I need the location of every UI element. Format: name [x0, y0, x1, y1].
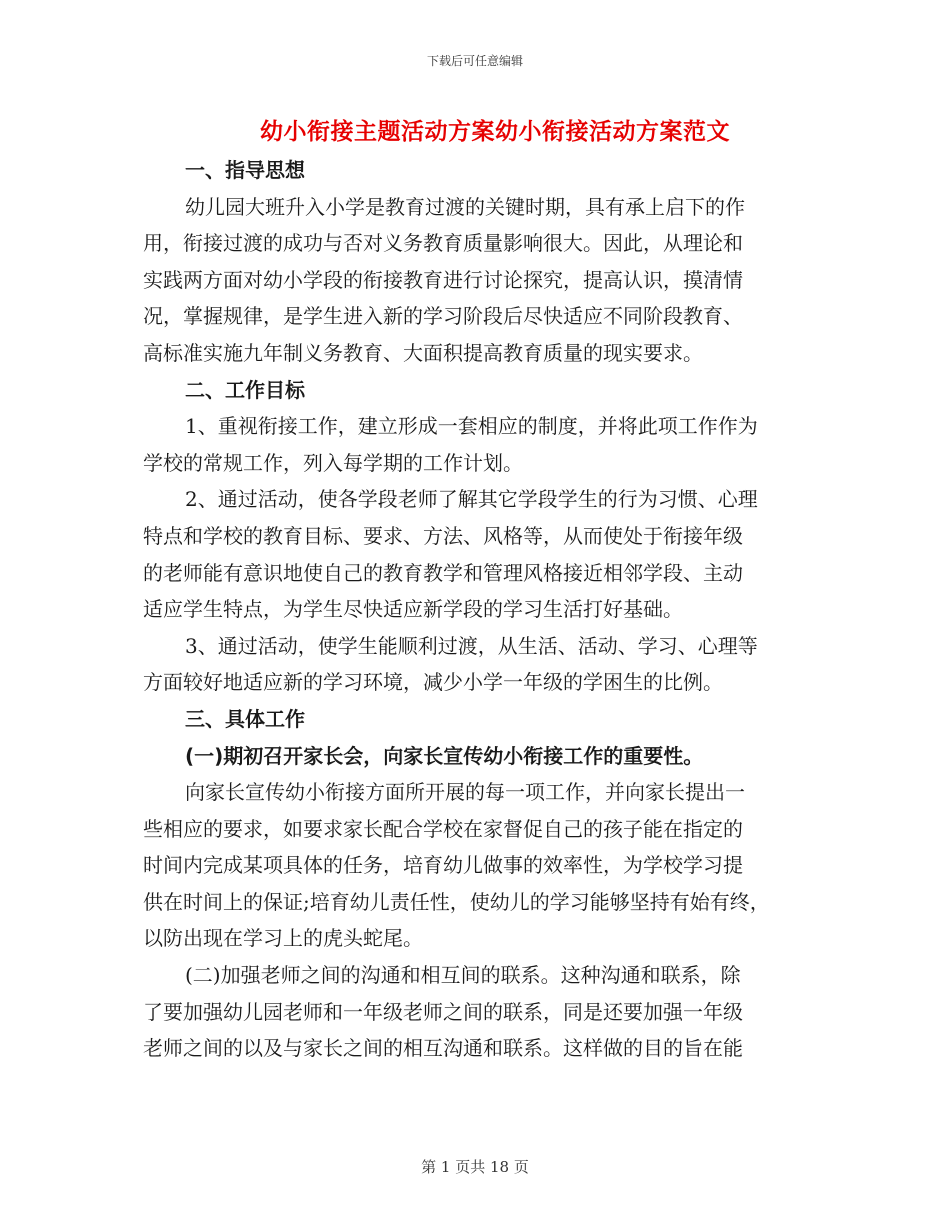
- body-text-line: 用，衔接过渡的成功与否对义务教育质量影响很大。因此，从理论和: [143, 231, 743, 256]
- body-text-line: 了要加强幼儿园老师和一年级老师之间的联系，同是还要加强一年级: [143, 999, 743, 1024]
- section-heading: 一、指导思想: [185, 158, 305, 182]
- page-number-footer: 第 1 页共 18 页: [421, 1158, 529, 1176]
- body-text-line: 老师之间的以及与家长之间的相互沟通和联系。这样做的目的旨在能: [143, 1036, 743, 1061]
- body-text-line: 向家长宣传幼小衔接方面所开展的每一项工作，并向家长提出一: [185, 780, 745, 805]
- document-body: [143, 152, 815, 1067]
- body-text-line: 供在时间上的保证;培育幼儿责任性，使幼儿的学习能够坚持有始有终，: [143, 889, 770, 914]
- body-text-line: (二)加强老师之间的沟通和相互间的联系。这种沟通和联系，除: [185, 963, 741, 988]
- body-text-line: 适应学生特点，为学生尽快适应新学段的学习生活打好基础。: [143, 597, 683, 622]
- body-text-line: 3、通过活动，使学生能顺利过渡，从生活、活动、学习、心理等: [185, 633, 758, 658]
- document-title: 幼小衔接主题活动方案幼小衔接活动方案范文: [260, 118, 730, 145]
- body-text-line: 的老师能有意识地使自己的教育教学和管理风格接近相邻学段、主动: [143, 560, 743, 585]
- body-text-line: 2、通过活动，使各学段老师了解其它学段学生的行为习惯、心理: [185, 487, 758, 512]
- header-note: 下载后可任意编辑: [426, 54, 523, 68]
- body-text-line: 1、重视衔接工作，建立形成一套相应的制度，并将此项工作作为: [185, 414, 758, 439]
- body-text-line: 特点和学校的教育目标、要求、方法、风格等，从而使处于衔接年级: [143, 523, 743, 548]
- body-text-line: 时间内完成某项具体的任务，培育幼儿做事的效率性，为学校学习提: [143, 853, 743, 878]
- body-text-line: 方面较好地适应新的学习环境，减少小学一年级的学困生的比例。: [143, 670, 723, 695]
- body-text-line: 些相应的要求，如要求家长配合学校在家督促自己的孩子能在指定的: [143, 816, 743, 841]
- body-text-line: 况，掌握规律，是学生进入新的学习阶段后尽快适应不同阶段教育、: [143, 304, 743, 329]
- body-text-line: 学校的常规工作，列入每学期的工作计划。: [143, 450, 523, 475]
- body-text-line: 幼儿园大班升入小学是教育过渡的关键时期，具有承上启下的作: [185, 194, 745, 219]
- subsection-heading: (一)期初召开家长会，向家长宣传幼小衔接工作的重要性。: [185, 743, 704, 768]
- section-heading: 三、具体工作: [185, 706, 305, 731]
- section-heading: 二、工作目标: [185, 377, 305, 402]
- body-text-line: 以防出现在学习上的虎头蛇尾。: [143, 926, 423, 951]
- body-text-line: 高标准实施九年制义务教育、大面积提高教育质量的现实要求。: [143, 340, 703, 365]
- body-text-line: 实践两方面对幼小学段的衔接教育进行讨论探究，提高认识，摸清情: [143, 267, 743, 292]
